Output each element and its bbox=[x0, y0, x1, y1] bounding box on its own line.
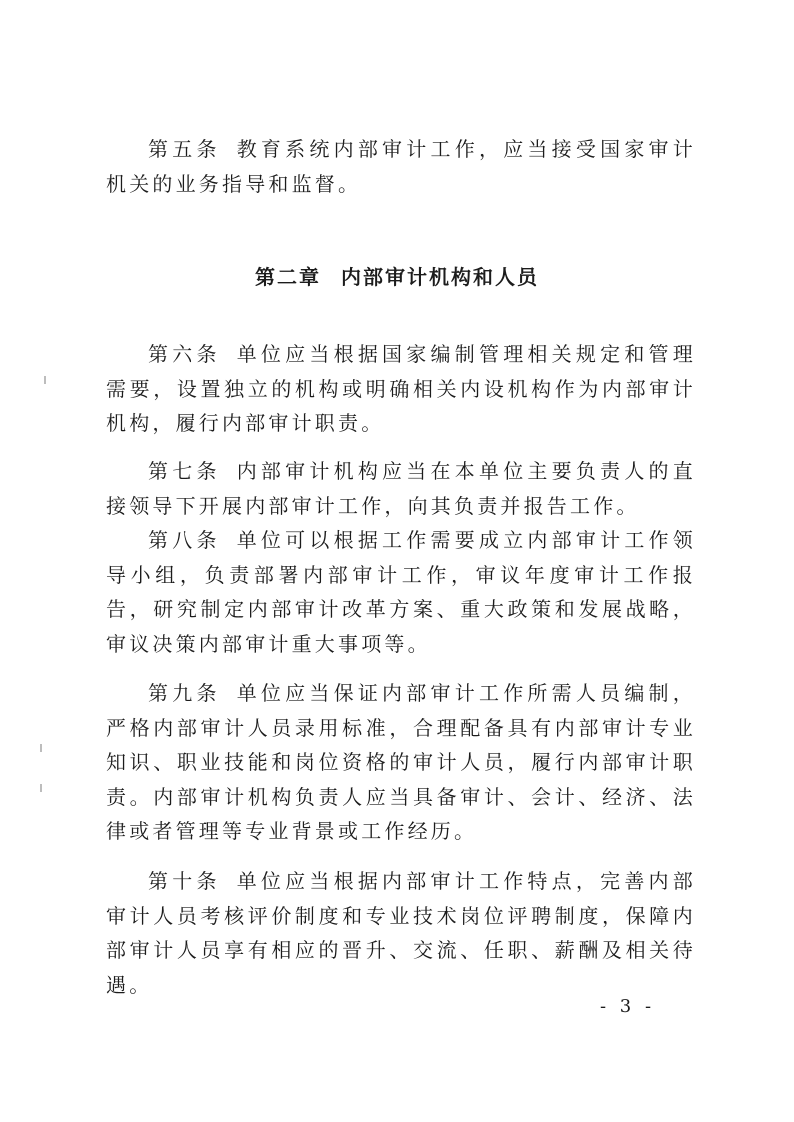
article-number: 第六条 bbox=[148, 342, 221, 366]
article-5 bbox=[106, 132, 696, 201]
scan-speck bbox=[40, 744, 42, 752]
scan-speck bbox=[40, 784, 42, 792]
scan-speck bbox=[44, 376, 46, 384]
article-text: 教育系统内部审计工作，应当接受国家审计机关的业务指导和监督。 bbox=[106, 137, 696, 196]
article-text: 单位应当保证内部审计工作所需人员编制，严格内部审计人员录用标准，合理配备具有内部审计专业知识、职业技能和岗位资格的审计人员，履行内部审计职责。内部审计机构负责人应当具备审计、会计、经济、法律或者管理等专业背景或工作经历。 bbox=[106, 681, 696, 843]
article-7 bbox=[106, 454, 696, 523]
article-number: 第八条 bbox=[148, 528, 221, 552]
page-number: - 3 - bbox=[600, 996, 656, 1017]
article-number: 第七条 bbox=[148, 459, 221, 483]
article-6 bbox=[106, 337, 696, 441]
article-10 bbox=[106, 864, 696, 1002]
article-number: 第九条 bbox=[148, 681, 221, 705]
article-text: 单位可以根据工作需要成立内部审计工作领导小组，负责部署内部审计工作，审议年度审计工作报告，研究制定内部审计改革方案、重大政策和发展战略，审议决策内部审计重大事项等。 bbox=[106, 528, 696, 656]
chapter-number: 第二章 bbox=[255, 265, 321, 289]
article-number: 第五条 bbox=[148, 137, 221, 161]
article-8 bbox=[106, 523, 696, 661]
chapter-heading bbox=[0, 260, 794, 294]
article-text: 内部审计机构应当在本单位主要负责人的直接领导下开展内部审计工作，向其负责并报告工作。 bbox=[106, 459, 696, 518]
chapter-title: 内部审计机构和人员 bbox=[341, 265, 539, 289]
article-9 bbox=[106, 676, 696, 849]
article-text: 单位应当根据内部审计工作特点，完善内部审计人员考核评价制度和专业技术岗位评聘制度，保障内部审计人员享有相应的晋升、交流、任职、薪酬及相关待遇。 bbox=[106, 869, 696, 997]
article-text: 单位应当根据国家编制管理相关规定和管理需要，设置独立的机构或明确相关内设机构作为内部审计机构，履行内部审计职责。 bbox=[106, 342, 696, 435]
article-number: 第十条 bbox=[148, 869, 221, 893]
